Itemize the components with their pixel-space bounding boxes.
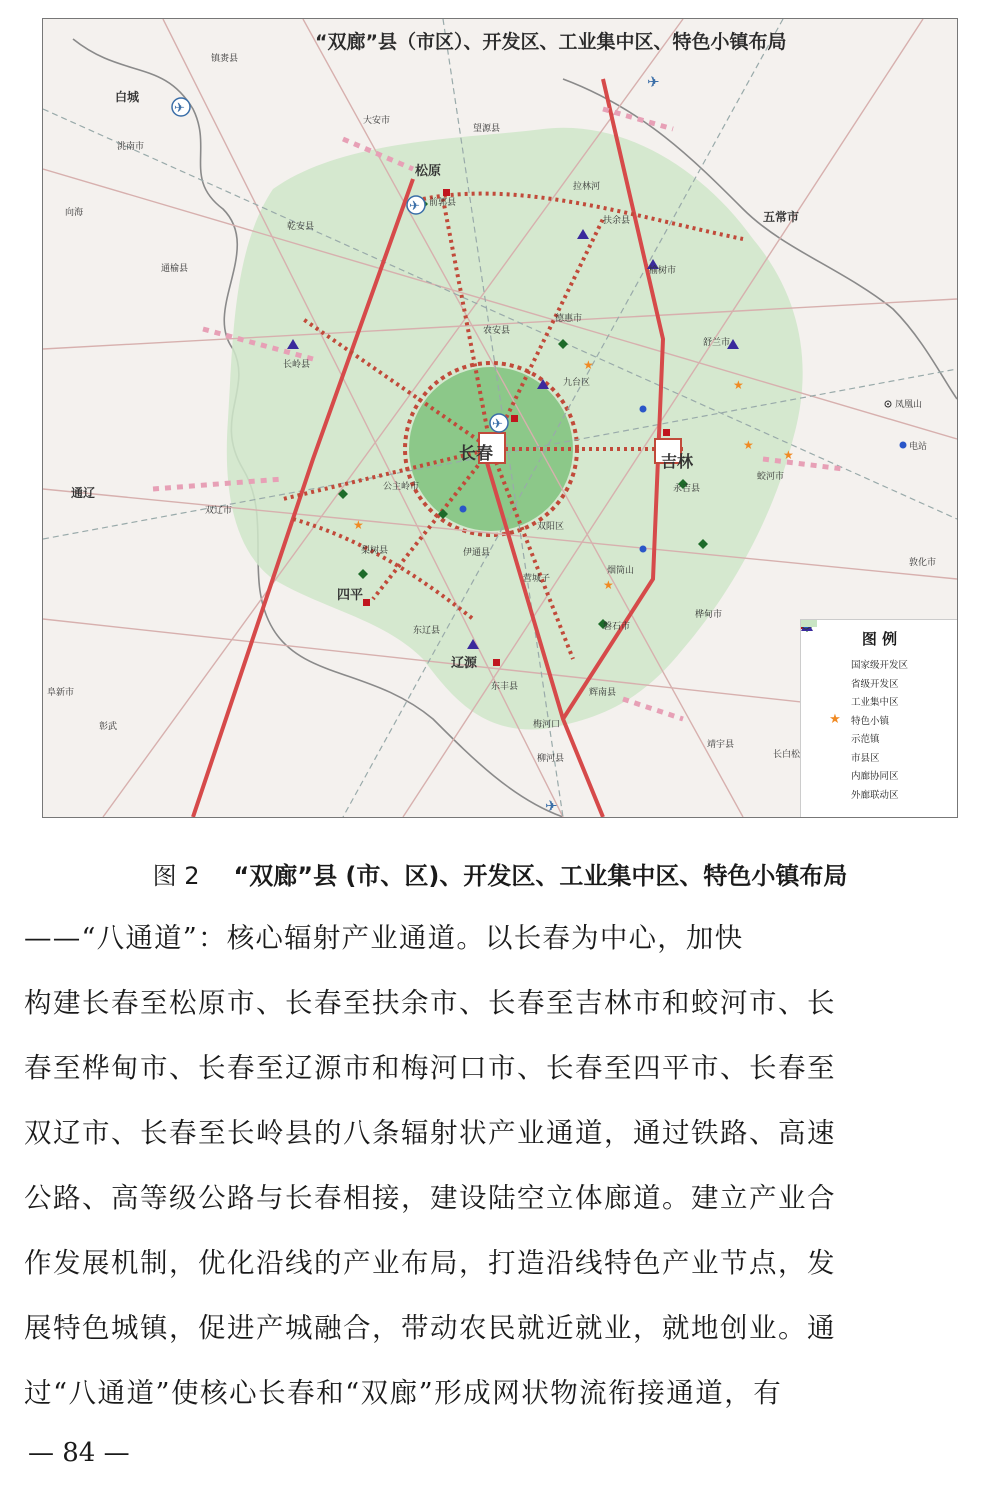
- label-jiutai: 九台区: [563, 378, 591, 388]
- legend-item: [801, 674, 958, 693]
- legend-item: [801, 692, 958, 711]
- legend-label: 市县区: [851, 752, 880, 764]
- legend-label: 省级开发区: [851, 678, 899, 690]
- label-zhenlai: 镇赉县: [211, 54, 239, 64]
- label-lishu: 梨树县: [361, 546, 389, 556]
- paragraph-line: 春至桦甸市、长春至辽源市和梅河口市、长春至四平市、长春至: [24, 1052, 836, 1084]
- svg-text:★: ★: [783, 448, 794, 462]
- label-taonan: 洮南市: [117, 142, 145, 152]
- legend-label: 特色小镇: [851, 715, 890, 727]
- label-dongliao: 东辽县: [413, 626, 441, 636]
- label-lalahe: 拉林河: [573, 182, 601, 192]
- legend-item: [801, 766, 958, 785]
- label-yingchengzi: 营城子: [523, 574, 551, 584]
- svg-text:✈: ✈: [492, 417, 503, 432]
- map-title: “双廊”县（市区）、开发区、工业集中区、特色小镇布局: [315, 31, 787, 53]
- label-tongliao: 通辽: [71, 486, 96, 500]
- legend-item: [801, 655, 958, 674]
- label-dunhua: 敦化市: [909, 558, 937, 568]
- svg-text:✈: ✈: [647, 73, 660, 91]
- label-huadian: 桦甸市: [695, 610, 723, 620]
- label-yongji: 永吉县: [673, 484, 701, 494]
- label-qianguo: 前郭县: [429, 198, 457, 208]
- paragraph-line: 过“八通道”使核心长春和“双廊”形成网状物流衔接通道，有: [24, 1377, 783, 1409]
- map-legend: [800, 619, 958, 818]
- label-shulan: 舒兰市: [703, 338, 731, 348]
- label-jilin: 吉林: [661, 452, 694, 471]
- figure-number: 图 2: [152, 862, 200, 890]
- label-shuangyang: 双阳区: [537, 522, 565, 532]
- label-fuxin: 阜新市: [47, 688, 75, 698]
- label-liuhe: 柳河县: [537, 754, 565, 764]
- label-qianan: 乾安县: [287, 222, 315, 232]
- label-dianzhan: 电站: [909, 442, 928, 452]
- label-zhangwu: 彰武: [99, 722, 118, 732]
- legend-item: [801, 748, 958, 767]
- legend-title: 图 例: [861, 630, 898, 648]
- legend-item: [801, 729, 958, 748]
- star-icon: ★: [829, 712, 841, 728]
- paragraph-line: ——“八通道”：核心辐射产业通道。以长春为中心，加快: [24, 922, 744, 954]
- label-liaoyuan: 辽源: [451, 656, 478, 671]
- label-dongfeng: 东丰县: [491, 682, 519, 692]
- svg-text:★: ★: [583, 358, 594, 372]
- label-yanmingshan: 烟筒山: [607, 566, 635, 576]
- page-number: — 84 —: [28, 1438, 130, 1468]
- svg-text:★: ★: [603, 578, 614, 592]
- label-jiaohe: 蛟河市: [757, 472, 785, 482]
- figure-caption-text: “双廊”县 (市、区)、开发区、工业集中区、特色小镇布局: [233, 862, 848, 890]
- label-yushu: 榆树市: [649, 266, 677, 276]
- label-changchun: 长春: [459, 444, 493, 464]
- label-fenghuangshan: 凤凰山: [895, 400, 923, 410]
- paragraph-line: 双辽市、长春至长岭县的八条辐射状产业通道，通过铁路、高速: [24, 1117, 836, 1149]
- label-daan: 大安市: [363, 116, 391, 126]
- label-siping: 四平: [337, 588, 364, 603]
- svg-text:★: ★: [733, 378, 744, 392]
- svg-text:★: ★: [353, 518, 364, 532]
- corridor-layout-map: [42, 18, 958, 818]
- label-wangyuan: 望源县: [473, 124, 501, 134]
- label-panshi: 磐石市: [603, 622, 631, 632]
- label-gongzhuling: 公主岭市: [383, 482, 420, 492]
- label-huinan: 辉南县: [589, 688, 617, 698]
- legend-item: [801, 711, 958, 730]
- label-wuchang: 五常市: [763, 210, 800, 224]
- label-tongyu: 通榆县: [161, 264, 189, 274]
- label-dehui: 德惠市: [555, 314, 583, 324]
- label-xianghai: 向海: [65, 208, 84, 218]
- label-changling: 长岭县: [283, 360, 311, 370]
- svg-text:✈: ✈: [545, 797, 558, 815]
- paragraph-line: 展特色城镇，促进产城融合，带动农民就近就业，就地创业。通: [24, 1312, 836, 1344]
- figure-caption: [0, 856, 1000, 891]
- legend-label: 外廊联动区: [851, 789, 899, 801]
- legend-label: 示范镇: [851, 734, 880, 746]
- legend-label: 国家级开发区: [851, 660, 909, 672]
- label-baicheng: 白城: [115, 90, 140, 104]
- paragraph-line: 构建长春至松原市、长春至扶余市、长春至吉林市和蛟河市、长: [24, 987, 836, 1019]
- label-nongan: 农安县: [483, 326, 511, 336]
- paragraph-line: 作发展机制，优化沿线的产业布局，打造沿线特色产业节点，发: [24, 1247, 836, 1279]
- legend-label: 内廊协同区: [851, 771, 899, 783]
- legend-item: [801, 785, 958, 804]
- label-jingyu: 靖宇县: [707, 740, 735, 750]
- svg-text:★: ★: [743, 438, 754, 452]
- paragraph-line: 公路、高等级公路与长春相接，建设陆空立体廊道。建立产业合: [24, 1182, 836, 1214]
- legend-label: 工业集中区: [851, 697, 899, 709]
- svg-text:✈: ✈: [174, 101, 185, 116]
- label-changbai-song: 长白松: [773, 750, 801, 760]
- label-meihekou: 梅河口: [533, 720, 561, 730]
- svg-text:✈: ✈: [409, 199, 420, 214]
- label-shuangliao: 双辽市: [205, 506, 233, 516]
- label-yitong: 伊通县: [463, 548, 491, 558]
- label-songyuan: 松原: [415, 164, 442, 179]
- label-fuyu: 扶余县: [603, 216, 631, 226]
